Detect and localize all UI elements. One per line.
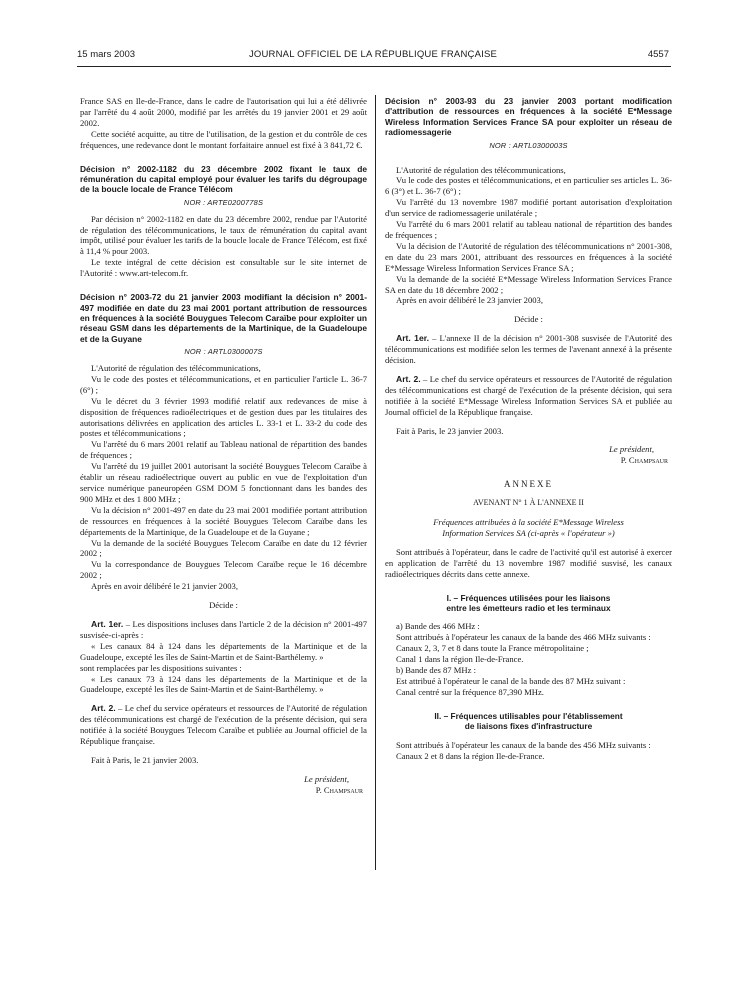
- left-column: [80, 96, 367, 796]
- header-journal-title: JOURNAL OFFICIEL DE LA RÉPUBLIQUE FRANÇAISE: [248, 49, 498, 60]
- decision-paragraph: Après en avoir délibéré le 21 janvier 2003,: [91, 581, 238, 592]
- annex-subtitle: Fréquences attribuées à la société E*Message Wireless Information Services SA (ci-après « l'opérateur »): [433, 517, 624, 538]
- decision-paragraph: Vu l'arrêté du 13 novembre 1987 modifié portant autorisation d'exploitation d'un service de radiomessagerie unilatérale ;: [385, 197, 672, 219]
- decision-paragraph: Vu l'arrêté du 6 mars 2001 relatif au tableau national de répartition des bandes de fréquences ;: [385, 219, 672, 240]
- signature-date: Fait à Paris, le 23 janvier 2003.: [396, 425, 504, 436]
- decision-paragraph: L'Autorité de régulation des télécommunications,: [91, 363, 261, 374]
- signature-name: P. Champsaur: [620, 455, 668, 466]
- article-2: Art. 2. – Le chef du service opérateurs et ressources de l'Autorité de régulation des télécommunications est chargé de l'exécution de la présente décision, qui sera notifiée à la société E*Message Wireless Information Services SA et publiée au Journal officiel de la République française.: [385, 373, 673, 417]
- decision-paragraph: Vu la demande de la société Bouygues Telecom Caraïbe en date du 12 février 2002 ;: [80, 537, 367, 559]
- section-heading: II. – Fréquences utilisables pour l'établissement: [434, 710, 623, 721]
- article-1: Art. 1er. – L'annexe II de la décision n° 2001-308 susvisée de l'Autorité des télécommunications est modifiée selon les termes de l'avenant annexé à la présente décision.: [385, 333, 672, 366]
- intro-paragraph: France SAS en Ile-de-France, dans le cadre de l'autorisation qui lui a été délivrée par l'arrêté du 4 août 2000, modifié par les arrêtés du 19 janvier 2001 et 29 août 2002.: [80, 96, 367, 128]
- decision-paragraph: Vu le code des postes et télécommunications, et en particulier l'article L. 36-7 (6°) ;: [80, 373, 367, 395]
- annex-title: ANNEXE: [504, 479, 553, 490]
- decision-title: Décision n° 2003-72 du 21 janvier 2003 modifiant la décision n° 2001-497 modifiée en date du 23 mai 2001 portant attribution de ressources en fréquences à la société Bouygues Telecom Caraïbe pour exploiter un réseau GSM dans les départements de la Martinique, de la Guadeloupe et de la Guyane: [80, 292, 367, 344]
- decision-paragraph: Par décision n° 2002-1182 en date du 23 décembre 2002, rendue par l'Autorité de régulation des télécommunications, le taux de rémunération du capital avant impôt, utilisé pour évaluer les tarifs de la boucle locale de France Télécom, est fixé à 11,4 % pour 2003.: [80, 213, 367, 257]
- signature-title: Le président,: [609, 444, 654, 455]
- channel-item: Canaux 2, 3, 7 et 8 dans toute la France métropolitaine ;: [396, 643, 589, 654]
- nor-reference: NOR : ARTL0300003S: [489, 140, 568, 150]
- band-text: Est attribué à l'opérateur le canal de la bande des 87 MHz suivant :: [396, 675, 626, 686]
- decision-paragraph: Vu l'arrêté du 19 juillet 2001 autorisant la société Bouygues Telecom Caraïbe à établir un réseau radioélectrique ouvert au public en vue de l'exploitation d'un service numérique paneuropéen GSM DOM 5 fonctionnant dans les bandes des 900 MHz et des 1 800 MHz ;: [80, 461, 367, 504]
- decision-paragraph: Vu la décision n° 2001-497 en date du 23 mai 2001 modifiée portant attribution de ressources en fréquences à la société Bouygues Telecom Caraïbe dans les départements de la Martinique, de la Guadeloupe et de la Guyane ;: [80, 504, 367, 537]
- replacement-note: sont remplacées par les dispositions suivantes :: [80, 662, 242, 673]
- quoted-provision: « Les canaux 84 à 124 dans les départements de la Martinique et de la Guadeloupe, excepté les îles de Saint-Martin et de Saint-Barthélemy. »: [80, 640, 367, 662]
- decision-title: Décision n° 2003-93 du 23 janvier 2003 portant modification d'attribution de ressources en fréquences à la société E*Message Wireless Information Services France SA pour exploiter un réseau de radiomessagerie: [385, 96, 672, 138]
- band-label: a) Bande des 466 MHz :: [396, 621, 480, 632]
- signature-date: Fait à Paris, le 21 janvier 2003.: [91, 754, 199, 765]
- header-page-number: 4557: [647, 49, 669, 60]
- intro-paragraph: Cette société acquitte, au titre de l'utilisation, de la gestion et du contrôle de ces fréquences, une redevance dont le montant forfaitaire annuel est fixé à 3 841,72 €.: [80, 128, 367, 150]
- decision-paragraph: L'Autorité de régulation des télécommunications,: [396, 164, 566, 175]
- decision-paragraph: Vu la demande de la société E*Message Wireless Information Services France SA en date du 18 décembre 2002 ;: [385, 273, 672, 295]
- decision-paragraph: Vu le code des postes et télécommunications, et en particulier ses articles L. 36-6 (3°) et L. 36-7 (6°) ;: [385, 175, 672, 197]
- header-rule: [77, 66, 671, 67]
- column-divider: [375, 95, 376, 870]
- decide-heading: Décide :: [514, 314, 543, 325]
- right-column: [385, 96, 672, 761]
- article-1: Art. 1er. – Les dispositions incluses dans l'article 2 de la décision n° 2001-497 susvisée-ci-après :: [80, 618, 367, 640]
- band-text: Sont attribués à l'opérateur les canaux de la bande des 456 MHz suivants :: [396, 739, 651, 750]
- decision-paragraph: Le texte intégral de cette décision est consultable sur le site internet de l'Autorité : www.art-telecom.fr.: [80, 257, 367, 279]
- channel-item: Canaux 2 et 8 dans la région Ile-de-France.: [396, 750, 545, 761]
- decision-paragraph: Après en avoir délibéré le 23 janvier 2003,: [396, 295, 543, 306]
- avenant-title: AVENANT N° 1 À L'ANNEXE II: [473, 498, 584, 508]
- channel-item: Canal 1 dans la région Ile-de-France.: [396, 654, 524, 665]
- section-heading: entre les émetteurs radio et les terminaux: [446, 603, 611, 614]
- signature-title: Le président,: [304, 773, 349, 784]
- decision-paragraph: Vu le décret du 3 février 1993 modifié relatif aux redevances de mise à disposition de fréquences radioélectriques et de gestion dues par les titulaires des autorisations délivrées en application des articles L. 33-1 et L. 33-2 du code des postes et télécommunications ;: [80, 395, 367, 439]
- annex-intro: Sont attribués à l'opérateur, dans le cadre de l'activité qu'il est autorisé à exercer en application de l'arrêté du 13 novembre 1987 modifié susvisé, les canaux radioélectriques décrits dans cette annexe.: [385, 546, 672, 579]
- decision-paragraph: Vu la décision de l'Autorité de régulation des télécommunications n° 2001-308, en date du 23 mars 2001, attribuant des ressources en fréquences à la société E*Message Wireless Information Services France SA ;: [385, 240, 672, 273]
- section-heading: de liaisons fixes d'infrastructure: [464, 721, 593, 732]
- nor-reference: NOR : ARTL0300007S: [184, 347, 263, 357]
- channel-item: Canal centré sur la fréquence 87,390 MHz.: [396, 686, 544, 697]
- band-label: b) Bande des 87 MHz :: [396, 665, 476, 676]
- page-header: [77, 49, 669, 63]
- nor-reference: NOR : ARTE0200778S: [183, 197, 264, 207]
- decision-paragraph: Vu l'arrêté du 6 mars 2001 relatif au Tableau national de répartition des bandes de fréquences ;: [80, 439, 367, 461]
- section-heading: I. – Fréquences utilisées pour les liaisons: [446, 592, 611, 603]
- decision-paragraph: Vu la correspondance de Bouygues Telecom Caraïbe reçue le 16 décembre 2002 ;: [80, 559, 367, 581]
- header-date: 15 mars 2003: [77, 49, 136, 60]
- article-2: Art. 2. – Le chef du service opérateurs et ressources de l'Autorité de régulation des télécommunications est chargé de l'exécution de la présente décision, qui sera notifiée à la société Bouygues Telecom Caraïbe et publiée au Journal officiel de la République française.: [80, 703, 368, 747]
- band-text: Sont attribués à l'opérateur les canaux de la bande des 466 MHz suivants :: [396, 632, 651, 643]
- decision-title: Décision n° 2002-1182 du 23 décembre 2002 fixant le taux de rémunération du capital employé pour évaluer les tarifs du dégroupage de la boucle locale de France Télécom: [80, 163, 367, 195]
- quoted-provision: « Les canaux 73 à 124 dans les départements de la Martinique et de la Guadeloupe, excepté les îles de Saint-Martin et de Saint-Barthélemy. »: [80, 673, 367, 695]
- signature-name: P. Champsaur: [315, 784, 363, 795]
- decide-heading: Décide :: [209, 600, 238, 611]
